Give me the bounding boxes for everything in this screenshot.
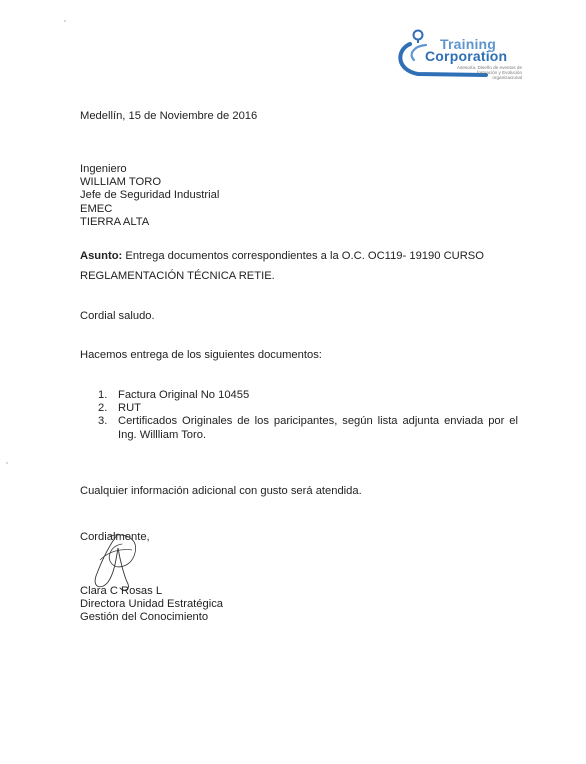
documents-list [98,389,518,442]
company-logo [396,26,526,82]
logo-title-line2: Corporation [425,48,508,64]
recipient-salutation: Ingeniero [80,163,127,175]
list-item-number: 1. [98,389,108,401]
sign-off: Cordialmente, [80,531,150,543]
logo-title-line1: Training [440,36,497,52]
list-item [98,415,518,441]
signer-position: Directora Unidad Estratégica [80,598,224,610]
list-item-text: Certificados Originales de los paricipantes, según lista adjunta enviada por el Ing. Willliam Toro. [118,415,518,441]
list-item-number: 2. [98,402,108,415]
subject-text-2: REGLAMENTACIÓN TÉCNICA RETIE. [80,270,275,282]
list-item [98,389,518,402]
signer-department: Gestión del Conocimiento [80,611,209,623]
intro-text: Hacemos entrega de los siguientes documentos: [80,349,322,361]
scan-speck [64,20,66,22]
recipient-company: EMEC [80,203,113,215]
greeting: Cordial saludo. [80,310,155,322]
scan-speck [6,462,8,464]
recipient-name: WILLIAM TORO [80,176,162,188]
list-item [98,402,518,415]
subject-line [80,250,484,262]
place-date: Medellín, 15 de Noviembre de 2016 [80,110,258,122]
logo-tagline: Asesoría, Diseño de eventos de formación y Evolución organizacional [456,65,522,80]
subject-text-1: Entrega documentos correspondientes a la O.C. OC119- 19190 CURSO [122,250,484,262]
recipient-city: TIERRA ALTA [80,216,150,228]
signer-name: Clara C Rosas L [80,585,163,597]
closing-text: Cualquier información adicional con gusto será atendida. [80,485,362,497]
list-item-number: 3. [98,415,108,428]
subject-label: Asunto: [80,250,123,262]
recipient-title: Jefe de Seguridad Industrial [80,189,220,201]
list-item-text: RUT [118,402,141,415]
list-item-text: Factura Original No 10455 [118,389,250,401]
